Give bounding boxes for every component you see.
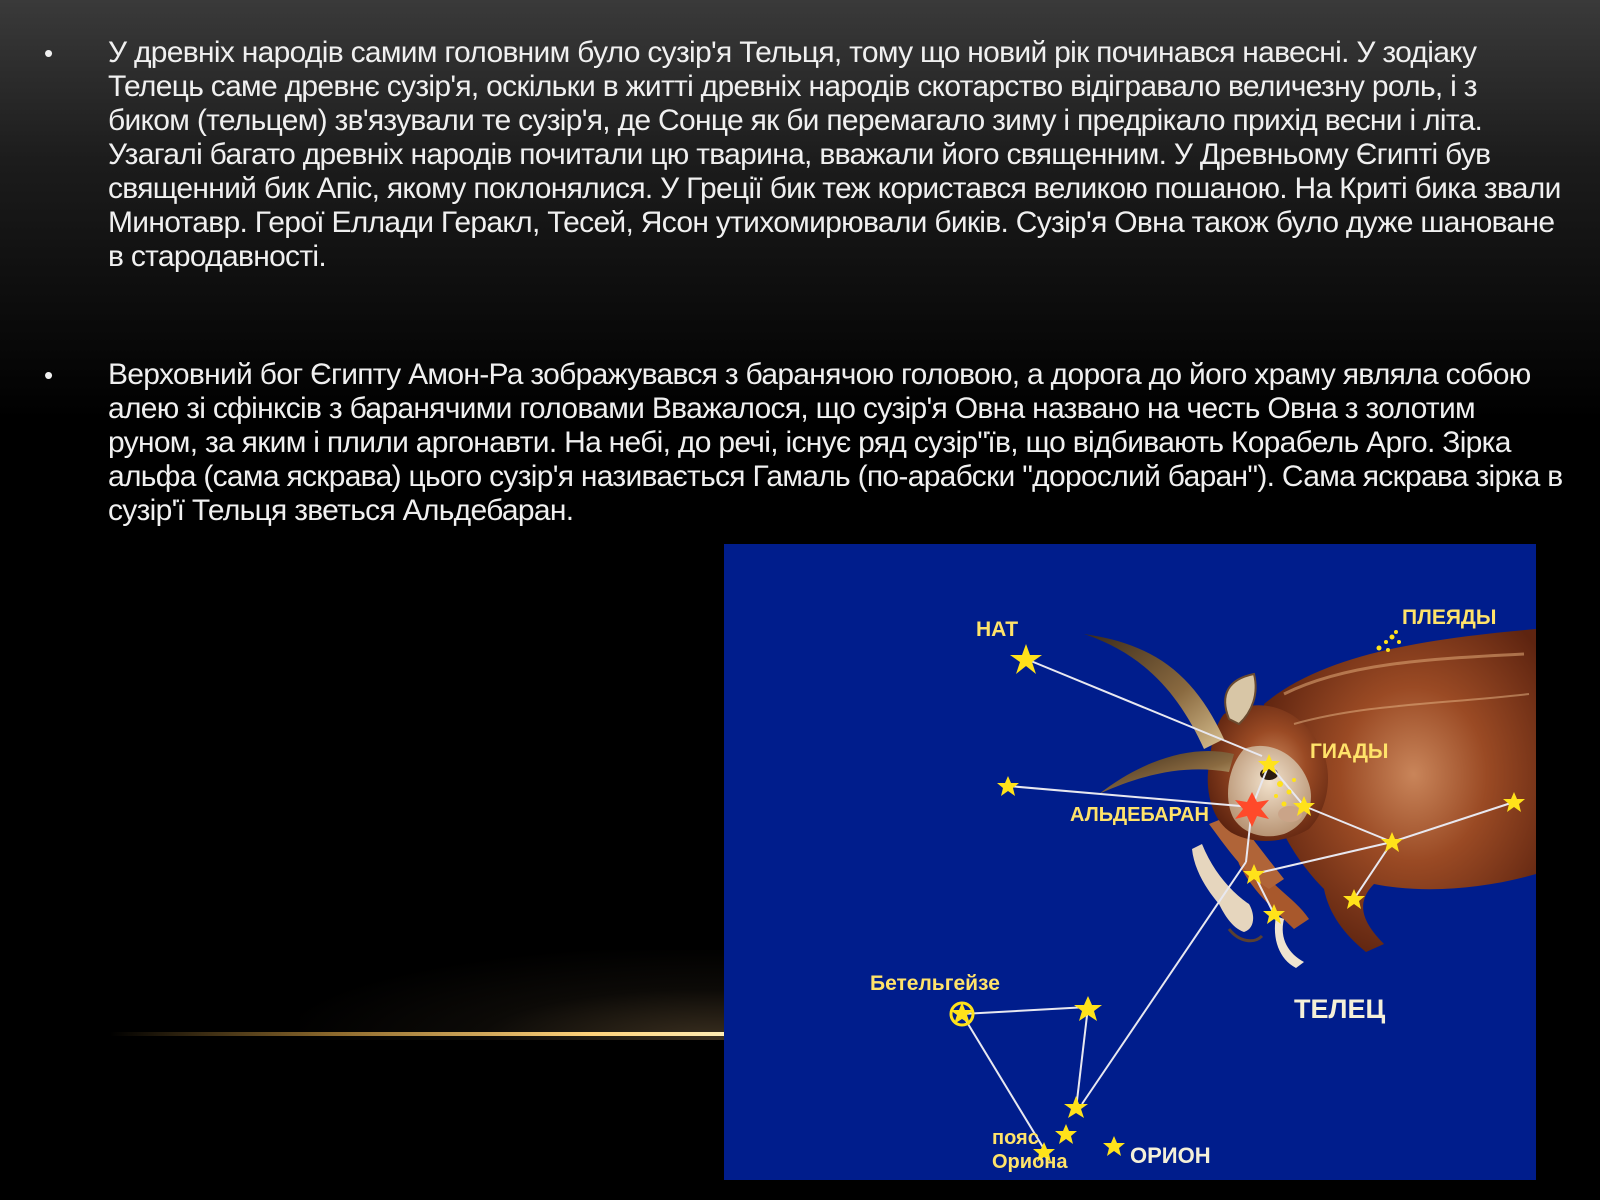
bullet-list [44, 36, 1564, 528]
star-icon [1055, 1124, 1077, 1144]
label-orion-belt-line2: Ориона [992, 1151, 1068, 1173]
bullet-item [44, 358, 1564, 528]
label-orion: ОРИОН [1130, 1143, 1211, 1168]
decorative-accent-line [110, 1032, 750, 1036]
label-pleiades: ПЛЕЯДЫ [1402, 606, 1497, 629]
label-orion-belt-line1: пояс [992, 1127, 1039, 1149]
label-betelgeuse: Бетельгейзе [870, 972, 1000, 995]
constellation-illustration [724, 544, 1536, 1180]
bullet-text: У древніх народів самим головним було сузір'я Тельця, тому що новий рік починався навесні. У зодіаку Телець саме древнє сузір'я, оскільки в житті древніх народів скотарство відігравало величезну роль, і з биком (тельцем) зв'язували те сузір'я, де Сонце як би перемагало зиму і предрікало прихід весни і літа. Узагалі багато древніх народів почитали цю тварина, вважали його священним. У Древньому Єгипті був священний бик Апіс, якому поклонялися. У Греції бик теж користався великою пошаною. На Криті бика звали Минотавр. Герої Еллади Геракл, Тесей, Ясон утихомирювали биків. Сузір'я Овна також було дуже шановане в стародавності. [108, 36, 1561, 273]
star-icon [1010, 644, 1042, 674]
bullet-text: Верховний бог Єгипту Амон-Ра зображувався з баранячою головою, а дорога до його храму являла собою алею зі сфінксів з баранячими головами Вважалося, що сузір'я Овна названо на честь Овна з золотим руном, за яким і плили аргонавти. На небі, до речі, існує ряд сузір"їв, що відбивають Корабель Арго. Зірка альфа (сама яскрава) цього сузір'я називається Гамаль (по-арабски "дорослий баран"). Сама яскрава зірка в сузір'ї Тельця зветься Альдебаран. [108, 358, 1563, 527]
label-nat: НАТ [976, 618, 1019, 641]
taurus-constellation-image [724, 544, 1536, 1180]
bullet-marker: • [44, 38, 53, 68]
bullet-marker: • [44, 360, 53, 390]
star-icon [1103, 1136, 1125, 1156]
label-aldebaran: АЛЬДЕБАРАН [1070, 804, 1209, 826]
label-hyades: ГИАДЫ [1310, 740, 1389, 763]
bullet-item [44, 36, 1564, 274]
label-taurus: ТЕЛЕЦ [1294, 994, 1386, 1024]
decorative-glow [300, 950, 760, 1040]
